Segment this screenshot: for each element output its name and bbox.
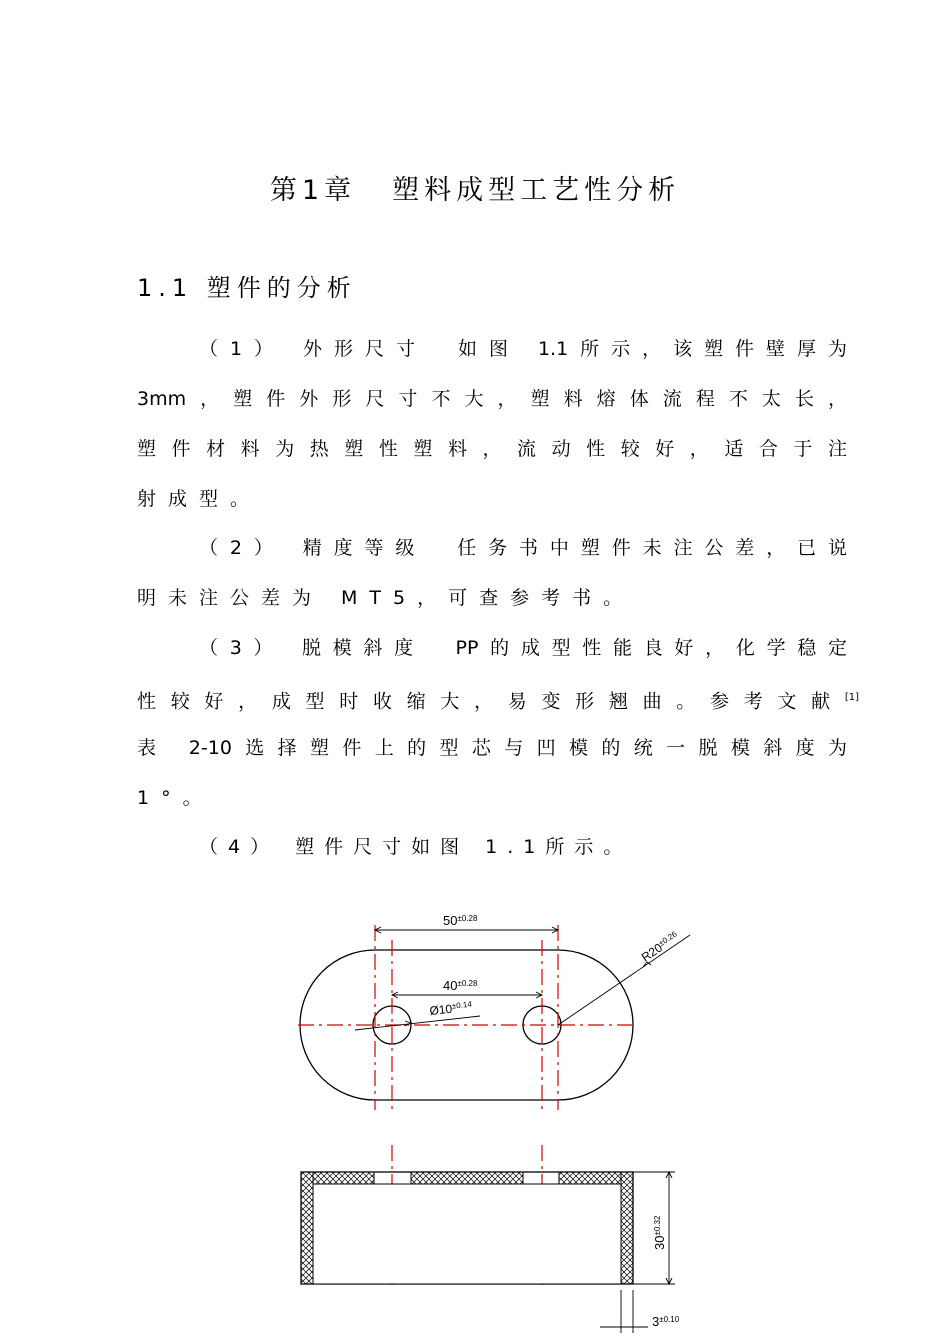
paragraph-line: （1） 外形尺寸 如图 1.1所示，该塑件壁厚为 xyxy=(199,338,847,360)
dim-hole-dia-label: $Ø10^{\pm 0.14}$ xyxy=(428,999,473,1018)
paragraph-text: 性较好，成型时收缩大，易变形翘曲。参考文献 xyxy=(137,690,845,713)
dim-height-label: $30^{\pm 0.32}$ xyxy=(652,1215,667,1250)
part-drawing xyxy=(290,900,710,1340)
paragraph-line: 明未注公差为 MT5，可查参考书。 xyxy=(137,587,635,609)
chapter-name: 塑料成型工艺性分析 xyxy=(392,175,681,206)
dim-wall-label: $3^{\pm 0.10}$ xyxy=(652,1314,680,1329)
dim-radius-label: $R20^{\pm 0.26}$ xyxy=(638,929,679,965)
paragraph-line: 表 2-10选择塑件上的型芯与凹模的统一脱模斜度为 xyxy=(137,737,847,759)
paragraph-line: 1°。 xyxy=(137,787,214,809)
paragraph-line: （3） 脱模斜度 PP的成型性能良好，化学稳定 xyxy=(199,637,847,659)
paragraph-line: 塑件材料为热塑性塑料，流动性较好，适合于注 xyxy=(137,438,847,460)
paragraph-line: 3mm，塑件外形尺寸不大，塑料熔体流程不太长， xyxy=(137,388,847,410)
paragraph-line: （2） 精度等级 任务书中塑件未注公差，已说 xyxy=(199,537,847,559)
paragraph-line: （4） 塑件尺寸如图 1.1所示。 xyxy=(199,836,633,858)
section-title: 1.1 塑件的分析 xyxy=(137,274,357,302)
paragraph-line: 射成型。 xyxy=(137,488,262,510)
chapter-title xyxy=(0,168,950,207)
section-view xyxy=(301,1172,633,1284)
dim-holes-label: $40^{\pm 0.28}$ xyxy=(443,978,478,993)
chapter-number: 第1章 xyxy=(269,175,357,206)
paragraph-line xyxy=(137,683,859,713)
citation-ref: [1] xyxy=(844,692,859,703)
dim-overall-label: $50^{\pm 0.28}$ xyxy=(443,913,478,928)
